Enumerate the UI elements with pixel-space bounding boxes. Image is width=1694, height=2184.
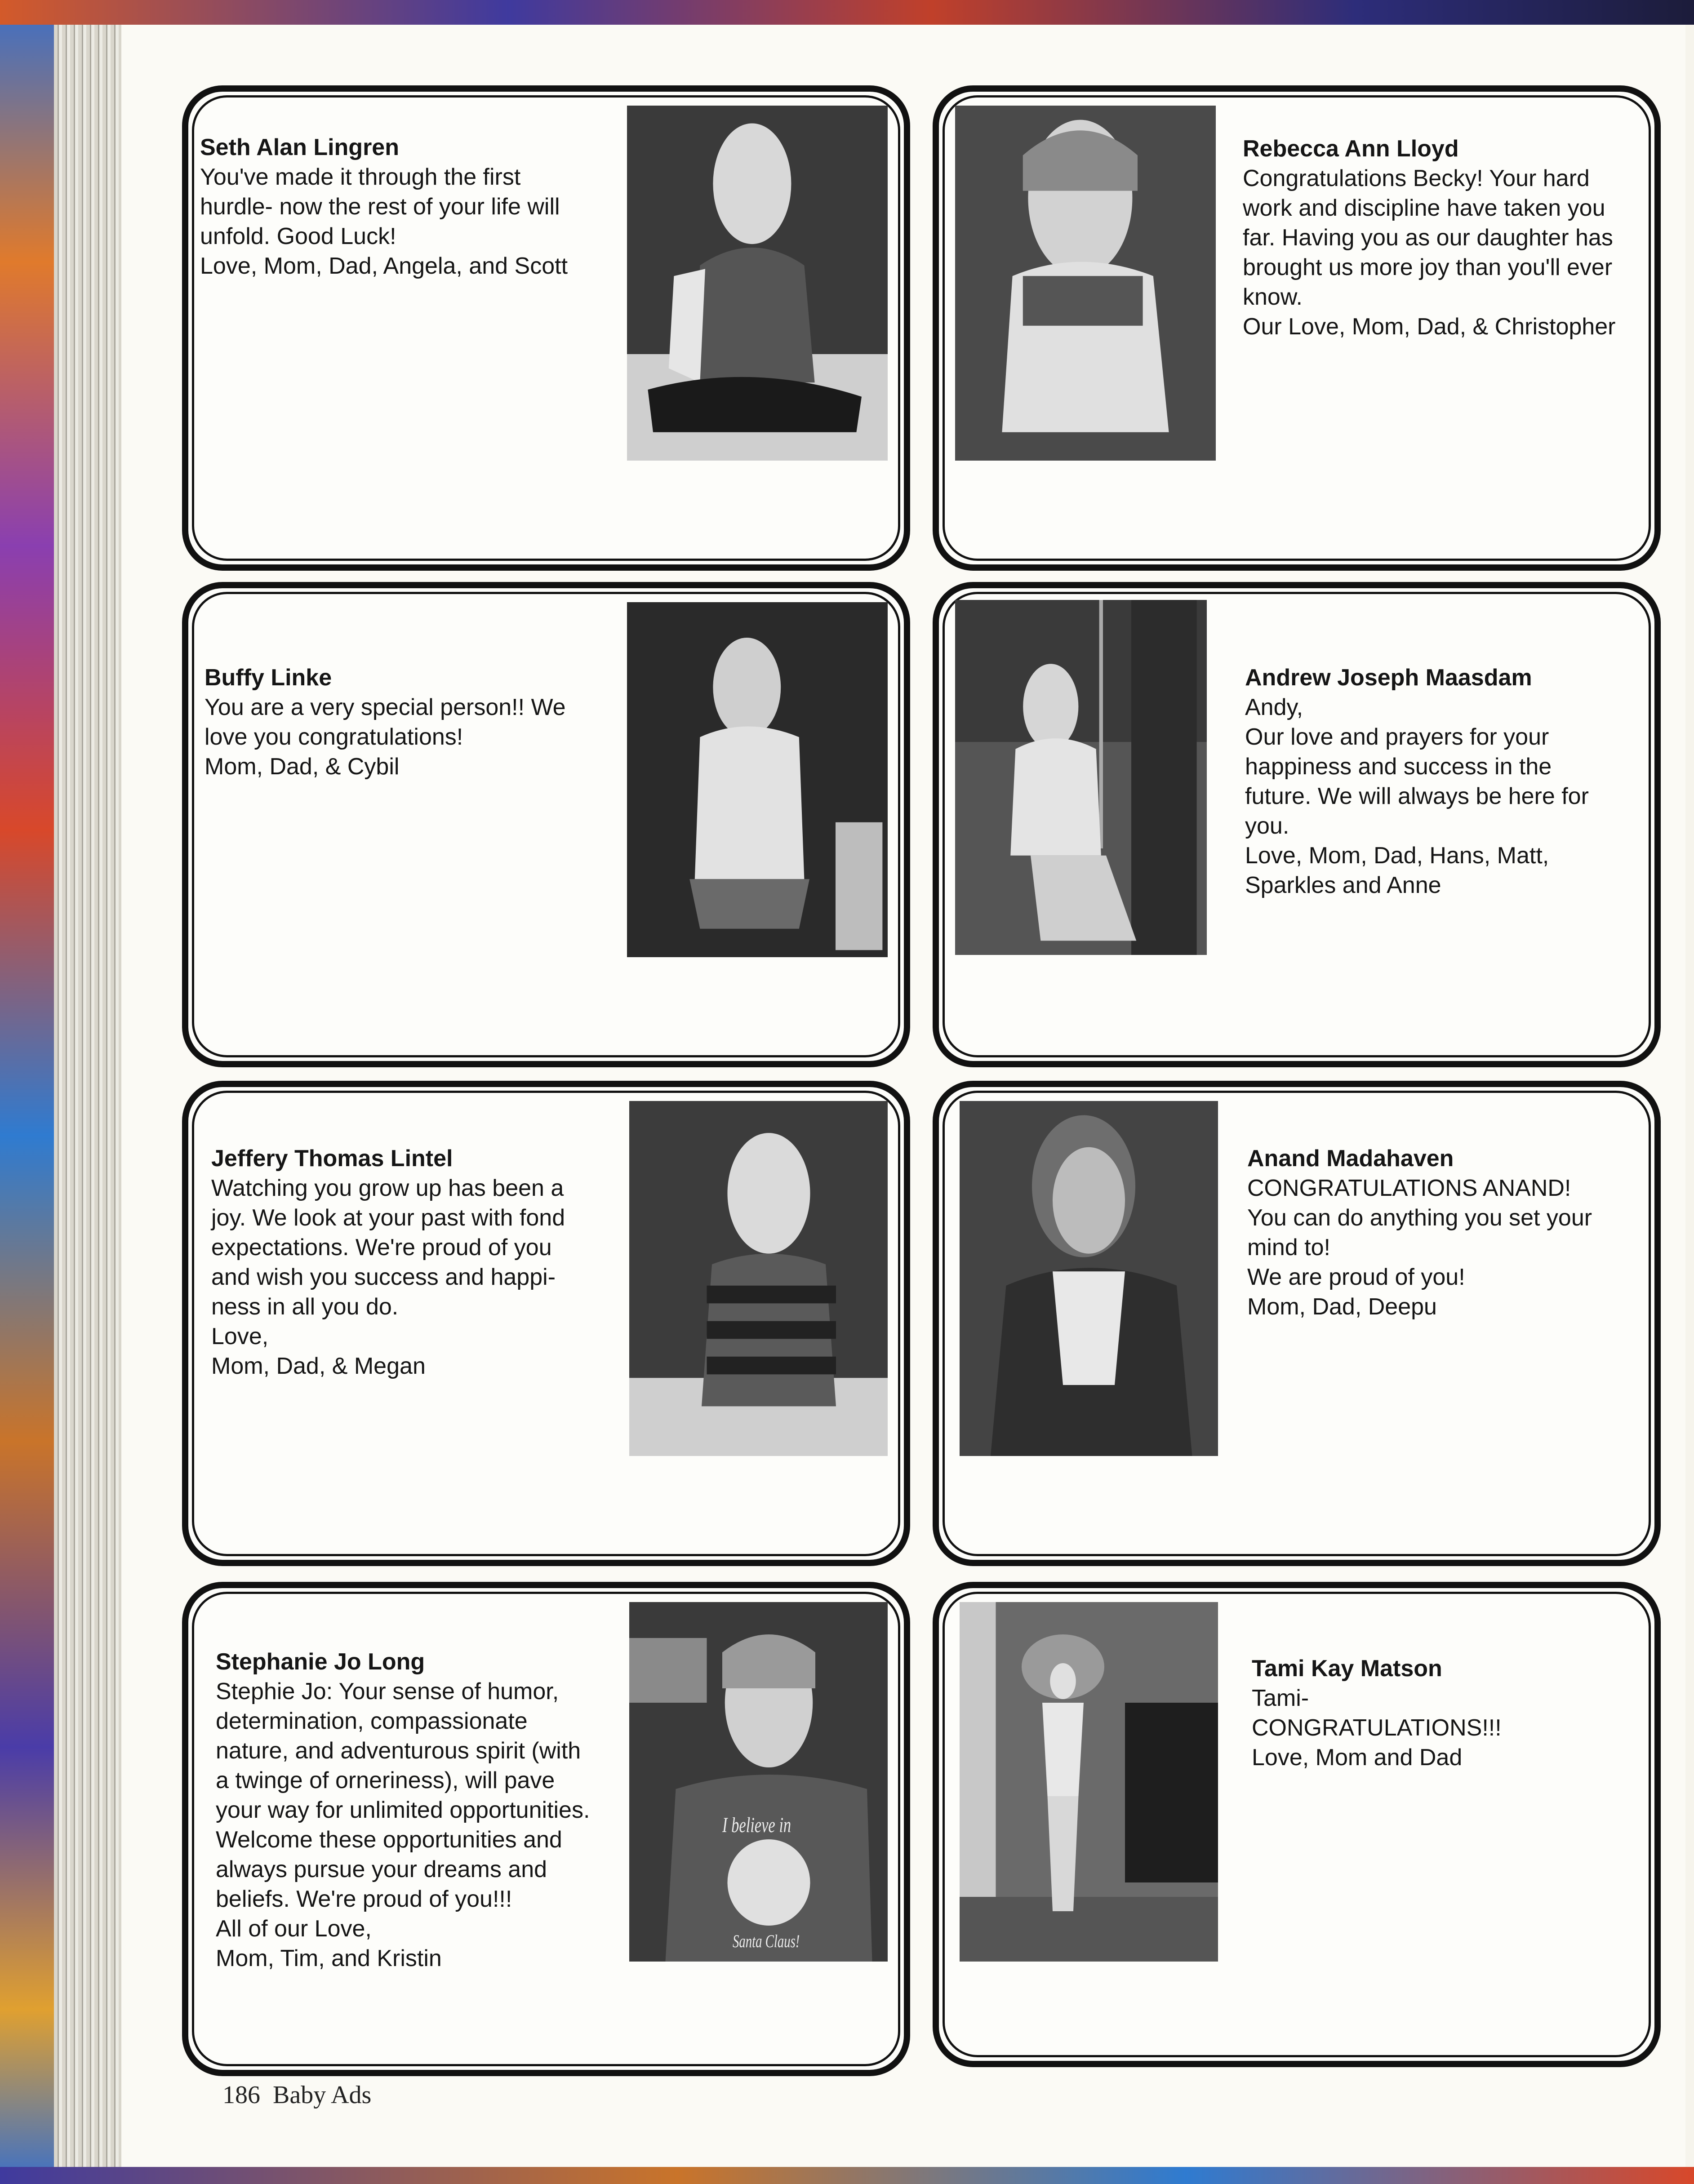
ad-line: Watching you grow up has been a — [211, 1175, 564, 1201]
ad-line: nature, and adventurous spirit (with — [216, 1738, 581, 1764]
ad-line: determination, compassionate — [216, 1708, 528, 1734]
ad-name: Anand Madahaven — [1247, 1145, 1454, 1172]
ad-line: ness in all you do. — [211, 1294, 399, 1320]
ad-name: Rebecca Ann Lloyd — [1243, 136, 1459, 162]
ad-line: future. We will always be here for — [1245, 783, 1589, 809]
ad-line: Love, Mom, Dad, Hans, Matt, — [1245, 843, 1549, 869]
ad-name: Stephanie Jo Long — [216, 1649, 425, 1675]
top-edge — [0, 0, 1694, 25]
ad-text-buffy — [205, 663, 566, 781]
ad-text-tami — [1252, 1654, 1502, 1772]
ad-line: You are a very special person!! We — [205, 694, 566, 720]
ad-name: Andrew Joseph Maasdam — [1245, 665, 1532, 691]
ad-text-jeffery — [211, 1144, 565, 1381]
ad-text-andrew — [1245, 663, 1589, 900]
page-footer — [222, 2081, 384, 2109]
ad-line: Andy, — [1245, 694, 1303, 720]
ad-line: Welcome these opportunities and — [216, 1827, 562, 1853]
ad-line: know. — [1243, 284, 1303, 310]
ad-line: Mom, Tim, and Kristin — [216, 1945, 442, 1971]
bottom-edge — [0, 2167, 1694, 2184]
ad-name: Jeffery Thomas Lintel — [211, 1145, 453, 1172]
ad-line: you. — [1245, 813, 1289, 839]
ad-photo-andrew — [955, 600, 1207, 955]
ad-line: We are proud of you! — [1247, 1264, 1465, 1290]
ad-photo-buffy — [627, 602, 888, 957]
ad-name: Seth Alan Lingren — [200, 134, 399, 160]
ad-line: happiness and success in the — [1245, 754, 1552, 780]
ad-line: far. Having you as our daughter has — [1243, 225, 1613, 251]
ad-line: always pursue your dreams and — [216, 1856, 547, 1882]
ad-line: love you congratulations! — [205, 724, 463, 750]
section-title: Baby Ads — [273, 2081, 372, 2109]
ad-line: Congratulations Becky! Your hard — [1243, 165, 1590, 191]
ad-line: work and discipline have taken you — [1243, 195, 1605, 221]
ad-line: You've made it through the first — [200, 164, 521, 190]
ad-line: and wish you success and happi- — [211, 1264, 556, 1290]
ad-line: unfold. Good Luck! — [200, 223, 396, 249]
page-number: 186 — [222, 2081, 260, 2109]
ad-photo-stephanie — [629, 1602, 888, 1962]
ad-line: CONGRATULATIONS ANAND! — [1247, 1175, 1571, 1201]
ad-line: your way for unlimited opportunities. — [216, 1797, 590, 1823]
ad-line: mind to! — [1247, 1234, 1330, 1261]
ad-line: Mom, Dad, & Cybil — [205, 754, 400, 780]
ad-line: You can do anything you set your — [1247, 1205, 1592, 1231]
ad-line: joy. We look at your past with fond — [211, 1205, 565, 1231]
ad-photo-jeffery — [629, 1101, 888, 1456]
ad-line: expectations. We're proud of you — [211, 1234, 552, 1261]
ad-text-rebecca — [1243, 134, 1615, 342]
ad-line: Love, — [211, 1323, 269, 1349]
ad-line: Mom, Dad, & Megan — [211, 1353, 426, 1379]
ad-photo-tami — [960, 1602, 1218, 1962]
ad-text-stephanie — [216, 1647, 590, 1973]
binding-background — [0, 0, 54, 2184]
ad-text-anand — [1247, 1144, 1592, 1322]
ad-line: Sparkles and Anne — [1245, 872, 1441, 898]
ad-name: Buffy Linke — [205, 665, 332, 691]
ad-line: beliefs. We're proud of you!!! — [216, 1886, 512, 1912]
ad-line: Love, Mom and Dad — [1252, 1745, 1463, 1771]
ad-name: Tami Kay Matson — [1252, 1656, 1442, 1682]
ad-text-seth — [200, 133, 568, 281]
ad-line: Stephie Jo: Your sense of humor, — [216, 1678, 559, 1705]
shirt-text-top: I believe in — [722, 1813, 791, 1838]
ad-line: hurdle- now the rest of your life will — [200, 194, 560, 220]
ad-line: Our Love, Mom, Dad, & Christopher — [1243, 314, 1616, 340]
ad-line: All of our Love, — [216, 1916, 372, 1942]
ad-line: CONGRATULATIONS!!! — [1252, 1715, 1502, 1741]
ad-photo-anand — [960, 1101, 1218, 1456]
ad-line: Mom, Dad, Deepu — [1247, 1294, 1437, 1320]
page-edges — [54, 0, 121, 2184]
ad-line: Tami- — [1252, 1685, 1309, 1711]
ad-line: a twinge of orneriness), will pave — [216, 1767, 555, 1793]
ad-line: brought us more joy than you'll ever — [1243, 254, 1613, 280]
ad-photo-rebecca — [955, 106, 1216, 461]
shirt-text-bottom: Santa Claus! — [733, 1931, 800, 1952]
ad-photo-seth — [627, 106, 888, 461]
ad-line: Love, Mom, Dad, Angela, and Scott — [200, 253, 568, 279]
ad-line: Our love and prayers for your — [1245, 724, 1549, 750]
